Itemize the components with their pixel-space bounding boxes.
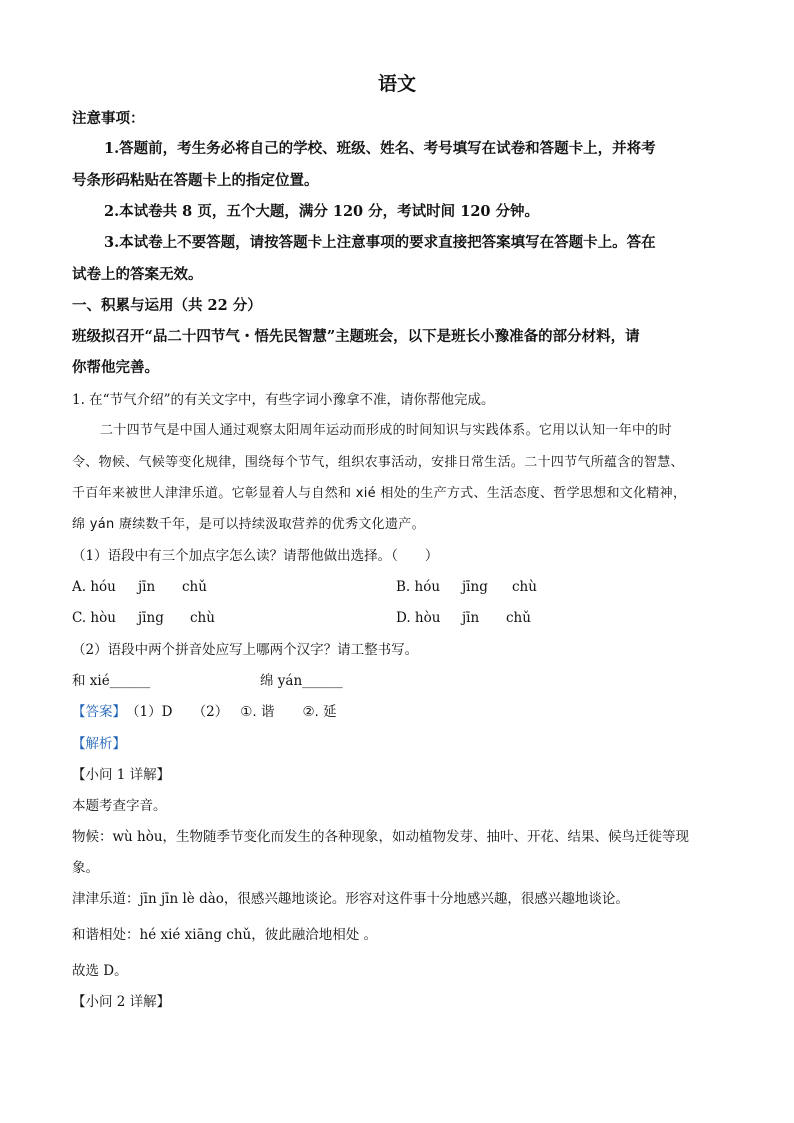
passage-line: 绵 yán 赓续数千年，是可以持续汲取营养的优秀文化遗产。 — [72, 517, 425, 532]
option-a — [72, 576, 207, 598]
analysis-sub-2-label: 【小问 2 详解】 — [72, 994, 171, 1010]
notice-item-1-line-2: 号条形码粘贴在答题卡上的指定位置。 — [72, 172, 319, 189]
question-1-stem: 1. 在“节气介绍”的有关文字中，有些字词小豫拿不准，请你帮他完成。 — [72, 392, 495, 408]
analysis-paragraph: 物候：wù hòu，生物随季节变化而发生的各种现象，如动植物发芽、抽叶、开花、结果、候鸟迁徙等现 — [72, 829, 690, 845]
analysis-sub-1-label: 【小问 1 详解】 — [72, 767, 171, 783]
option-pinyin: jīng — [462, 579, 488, 595]
answer-line — [72, 701, 337, 723]
option-pinyin: chǔ — [182, 579, 207, 595]
page-title: 语文 — [377, 73, 416, 95]
answer-text: （1）D （2） — [126, 704, 229, 720]
notice-item-3-line-2: 试卷上的答案无效。 — [72, 266, 203, 283]
option-pinyin: jīn — [138, 579, 156, 595]
blank-yan: 绵 yán______ — [260, 673, 343, 689]
section-1-intro-line-2: 你帮他完善。 — [72, 359, 159, 376]
option-pinyin: chù — [512, 579, 537, 595]
option-label: C. hòu — [72, 610, 116, 626]
option-label: B. hóu — [396, 579, 441, 595]
analysis-paragraph: 津津乐道：jīn jīn lè dào，很感兴趣地谈论。形容对这件事十分地感兴趣，很感兴趣地谈论。 — [72, 891, 629, 907]
analysis-paragraph: 本题考查字音。 — [72, 798, 167, 814]
option-d — [396, 607, 531, 629]
option-pinyin: jīng — [138, 610, 164, 626]
section-1-intro-line-1: 班级拟召开“品二十四节气・悟先民智慧”主题班会，以下是班长小豫准备的部分材料，请 — [72, 328, 640, 345]
option-c — [72, 607, 215, 629]
option-pinyin: jīn — [462, 610, 480, 626]
blank-xie: 和 xié______ — [72, 673, 151, 689]
option-pinyin: chù — [190, 610, 215, 626]
answer-choice-1: ①. 谐 — [240, 704, 275, 720]
analysis-paragraph: 故选 D。 — [72, 963, 128, 979]
analysis-paragraph: 象。 — [72, 860, 99, 876]
section-1-heading: 一、积累与运用（共 22 分） — [72, 297, 262, 314]
passage-line: 二十四节气是中国人通过观察太阳周年运动而形成的时间知识与实践体系。它用以认知一年中的时 — [100, 423, 672, 438]
option-label: A. hóu — [72, 579, 116, 595]
answer-choice-2: ②. 延 — [302, 704, 337, 720]
option-pinyin: chǔ — [506, 610, 531, 626]
analysis-label: 【解析】 — [72, 736, 126, 752]
option-b — [396, 576, 537, 598]
answer-label: 【答案】 — [72, 704, 126, 720]
option-label: D. hòu — [396, 610, 441, 626]
notice-item-1-line-1: 1.答题前，考生务必将自己的学校、班级、姓名、考号填写在试卷和答题卡上，并将考 — [104, 140, 656, 157]
sub-question-2: （2）语段中两个拼音处应写上哪两个汉字？请工整书写。 — [72, 642, 419, 658]
notice-heading: 注意事项： — [72, 110, 145, 127]
notice-item-3-line-1: 3.本试卷上不要答题，请按答题卡上注意事项的要求直接把答案填写在答题卡上。答在 — [104, 234, 656, 251]
passage-line: 千百年来被世人津津乐道。它彰显着人与自然和 xié 相处的生产方式、生活态度、哲学思想和文化精神， — [72, 486, 687, 501]
analysis-paragraph: 和谐相处：hé xié xiāng chǔ，彼此融洽地相处 。 — [72, 927, 378, 943]
passage-line: 令、物候、气候等变化规律，围绕每个节气，组织农事活动，安排日常生活。二十四节气所蕴含的智慧、 — [72, 455, 684, 470]
sub-question-1: （1）语段中有三个加点字怎么读？请帮他做出选择。（ ） — [72, 548, 439, 564]
notice-item-2: 2.本试卷共 8 页，五个大题，满分 120 分，考试时间 120 分钟。 — [104, 203, 540, 220]
